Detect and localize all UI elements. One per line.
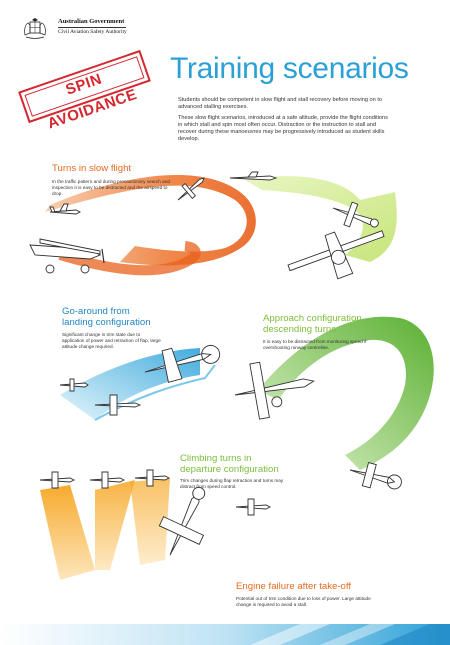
climbing-desc: Trim changes during flap retraction and turns may distract from speed control. [180,478,284,489]
go-around-desc: Significant change in trim state due to application of power and retraction of flap, large attitude change required. [62,332,161,349]
approach-title-line2: descending turns [263,324,337,335]
page-title: Training scenarios [170,52,409,85]
stamp-text: SPIN AVOIDANCE [45,70,140,133]
intro-paragraph-2: These slow flight scenarios, introduced at a safe altitude, provide the flight conditions in which stall and spin most often occur. Distraction or the instruction to stall and recover during these manoeuvres may be progressively introduced as student skills develop. [178,115,388,142]
approach-title-line1: Approach configuration [263,313,362,324]
approach-desc: It is easy to be distracted from monitoring speed if overshooting runway centreline. [263,339,367,350]
intro-paragraph-1: Students should be competent in slow flight and stall recovery before moving on to advanced stalling exercises. [178,97,382,110]
climbing-title-line1: Climbing turns in [180,453,252,464]
government-name: Australian Government [58,18,125,25]
go-around-title-line1: Go-around from [62,306,130,317]
aircraft-icon [230,172,276,180]
slow-flight-desc: In the traffic pattern and during precautionary search and inspection it is easy to be distracted and the airspeed to drop. [52,179,170,196]
engine-failure-ribbon [40,478,170,580]
engine-failure-title: Engine failure after take-off [236,581,352,592]
go-around-title-line2: landing configuration [62,317,151,328]
climbing-title-line2: departure configuration [180,464,279,475]
footer-band [0,624,450,645]
slow-flight-title: Turns in slow flight [52,163,132,174]
engine-failure-desc: Potential out of trim condition due to loss of power. Large attitude change is required to avoid a stall. [236,596,371,607]
aircraft-icon [236,499,270,515]
aircraft-group [30,172,404,564]
authority-name: Civil Aviation Safety Authority [58,29,127,35]
